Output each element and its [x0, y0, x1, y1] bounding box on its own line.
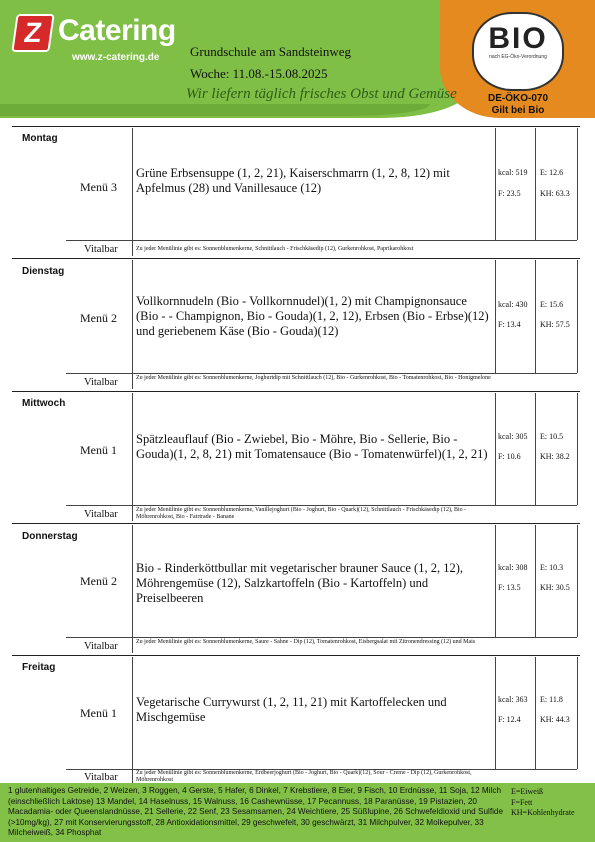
company-logo[interactable]: [10, 6, 176, 66]
bio-seal-word: BIO: [488, 22, 548, 55]
dish-description: Grüne Erbsensuppe (1, 2, 21), Kaiserschmarrn (1, 2, 8, 12) mit Apfelmus (28) und Vanillesauce (12): [136, 166, 450, 195]
kcal-value: kcal: 430: [498, 300, 528, 309]
column-rule: [132, 657, 133, 769]
vital-rule: [66, 373, 577, 374]
vital-rule: [66, 240, 577, 241]
vital-rule: [66, 505, 577, 506]
logo-brand: Catering: [58, 14, 176, 47]
column-rule: [495, 393, 496, 505]
column-rule: [535, 657, 536, 769]
day-top-rule: [12, 655, 580, 656]
column-rule: [577, 393, 578, 505]
menu-line: Menü 2: [80, 574, 117, 588]
header: [0, 0, 595, 125]
dish-description: Bio - Rinderköttbullar mit vegetarischer brauner Sauce (1, 2, 12), Möhrengemüse (12), Salzkartoffeln (Bio - Kartoffeln) und Preiselbeeren: [136, 561, 463, 605]
dish-description: Vollkornnudeln (Bio - Vollkornnudel)(1, 2) mit Champignonsauce (Bio - - Champignon, Bio - Gouda)(1, 2, 12), Erbsen (Bio - Erbse)(12) und geriebenem Käse (Bio - Gouda)(12): [136, 294, 489, 338]
allergen-footer: [0, 783, 595, 842]
menu-line: Menü 1: [80, 443, 117, 457]
column-rule: [132, 393, 133, 505]
bio-seal: [472, 12, 564, 91]
column-rule: [535, 128, 536, 240]
protein-value: E: 11.8: [540, 695, 563, 704]
vital-rule: [66, 637, 577, 638]
column-rule: [495, 128, 496, 240]
logo-mark: Z: [11, 14, 54, 52]
bio-note: Gilt bei Bio: [491, 105, 545, 116]
column-rule: [535, 393, 536, 505]
bio-code: DE-ÖKO-070: [488, 93, 549, 104]
carbs-value: KH: 57.5: [540, 320, 570, 329]
column-rule: [132, 240, 133, 256]
vitalbar-label: Vitalbar: [84, 377, 118, 388]
company-url[interactable]: www.z-catering.de: [72, 52, 160, 63]
slogan: Wir liefern täglich frisches Obst und Gemüse: [186, 86, 457, 102]
day-label: Donnerstag: [22, 531, 78, 542]
carbs-value: KH: 63.3: [540, 189, 570, 198]
column-rule: [132, 637, 133, 653]
fat-value: F: 12.4: [498, 715, 521, 724]
column-rule: [132, 505, 133, 521]
column-rule: [132, 373, 133, 389]
column-rule: [577, 128, 578, 240]
menu-line: Menü 3: [80, 180, 117, 194]
day-top-rule: [12, 126, 580, 127]
kcal-value: kcal: 519: [498, 168, 528, 177]
vitalbar-description: Zu jeder Menülinie gibt es: Sonnenblumenkerne, Erdbeerjoghurt (Bio - Joghurt, Bio - Quark)(12), Sour - Creme - Dip (12), Gurkenrohkost, Möhrenrohkost: [136, 770, 472, 783]
day-label: Freitag: [22, 662, 56, 673]
allergen-list: 1 glutenhaltiges Getreide, 2 Weizen, 3 Roggen, 4 Gerste, 5 Hafer, 6 Dinkel, 7 Krebstiere, 8 Eier, 9 Fisch, 10 Erdnüsse, 11 Soja, 12 Milch (einschließlich Laktose) 13 Mandel, 14 Haselnuss, 15 Walnuss, 16 Cashewnüsse, 17 Pecannuss, 18 Paranüsse, 19 Pistazien, 20 Macadamia- oder Queenslandnüsse, 21 Sellerie, 22 Senf, 23 Sesamsamen, 24 Weichtiere, 25 Süßlupine, 26 Schwefeldioxid und Sulfide (>10mg/kg), 27 mit Konservierungsstoff, 28 Antioxidationsmittel, 29 geschwefelt, 30 geschwärzt, 31 Milchpulver, 32 Molkepulver, 33 Milcheiweiß, 34 Phosphat: [8, 786, 504, 838]
column-rule: [535, 525, 536, 637]
school-name: Grundschule am Sandsteinweg: [190, 44, 352, 59]
bio-seal-subtext: nach EG-Öko-Verordnung: [489, 54, 547, 60]
fat-value: F: 13.5: [498, 583, 521, 592]
column-rule: [577, 525, 578, 637]
carbs-value: KH: 30.5: [540, 583, 570, 592]
day-label: Montag: [22, 133, 58, 144]
vitalbar-description: Zu jeder Menülinie gibt es: Sonnenblumenkerne, Vanillejoghurt (Bio - Joghurt, Bio - Quark)(12), Schnittlauch - Frischkäsedip (12), Bio - Möhrenrohkost, Bio - Fairtrade - Banane: [136, 507, 467, 520]
vitalbar-label: Vitalbar: [84, 641, 118, 652]
vitalbar-description: Zu jeder Menülinie gibt es: Sonnenblumenkerne, Saure - Sahne - Dip (12), Tomatenrohkost, Eisbergsalat mit Zitronendressing (12) und Mais: [136, 639, 476, 645]
day-label: Mittwoch: [22, 398, 66, 409]
protein-value: E: 10.3: [540, 563, 564, 572]
vitalbar-description: Zu jeder Menülinie gibt es: Sonnenblumenkerne, Schnittlauch - Frischkäsedip (12), Gurkenrohkost, Paprikarohkost: [136, 246, 414, 252]
column-rule: [495, 657, 496, 769]
bio-certification: [488, 93, 548, 117]
day-top-rule: [12, 391, 580, 392]
column-rule: [132, 769, 133, 783]
column-rule: [132, 260, 133, 373]
legend-fat: F=Fett: [511, 797, 533, 807]
fat-value: F: 10.6: [498, 452, 521, 461]
column-rule: [535, 260, 536, 373]
column-rule: [132, 128, 133, 240]
vitalbar-description: Zu jeder Menülinie gibt es: Sonnenblumenkerne, Joghurtdip mit Schnittlauch (12), Bio - Gurkenrohkost, Bio - Tomatenrohkost, Bio - Honigmelone: [136, 375, 491, 381]
carbs-value: KH: 44.3: [540, 715, 570, 724]
banner-edge: [0, 104, 430, 116]
legend-protein: E=Eiweiß: [511, 787, 544, 796]
nutrition-legend: [511, 787, 575, 819]
column-rule: [577, 260, 578, 373]
dish-description: Spätzleauflauf (Bio - Zwiebel, Bio - Möhre, Bio - Sellerie, Bio - Gouda)(1, 2, 8, 21) mit Tomatensauce (Bio - Tomatenwürfel)(1, 2, 21): [136, 432, 488, 461]
fat-value: F: 23.5: [498, 189, 521, 198]
vitalbar-label: Vitalbar: [84, 244, 118, 255]
protein-value: E: 15.6: [540, 300, 564, 309]
vitalbar-label: Vitalbar: [84, 509, 118, 520]
column-rule: [132, 525, 133, 637]
column-rule: [495, 260, 496, 373]
vitalbar-label: Vitalbar: [84, 772, 118, 783]
week-range: Woche: 11.08.-15.08.2025: [190, 66, 328, 81]
legend-carbs: KH=Kohlenhydrate: [511, 808, 575, 817]
menu-line: Menü 1: [80, 706, 117, 720]
kcal-value: kcal: 305: [498, 432, 528, 441]
day-top-rule: [12, 523, 580, 524]
day-top-rule: [12, 258, 580, 259]
dish-description: Vegetarische Currywurst (1, 2, 11, 21) mit Kartoffelecken und Mischgemüse: [136, 695, 447, 724]
protein-value: E: 10.5: [540, 432, 564, 441]
kcal-value: kcal: 308: [498, 563, 528, 572]
column-rule: [577, 657, 578, 769]
menu-line: Menü 2: [80, 311, 117, 325]
column-rule: [495, 525, 496, 637]
carbs-value: KH: 38.2: [540, 452, 570, 461]
fat-value: F: 13.4: [498, 320, 521, 329]
day-label: Dienstag: [22, 266, 65, 277]
protein-value: E: 12.6: [540, 168, 564, 177]
kcal-value: kcal: 363: [498, 695, 528, 704]
